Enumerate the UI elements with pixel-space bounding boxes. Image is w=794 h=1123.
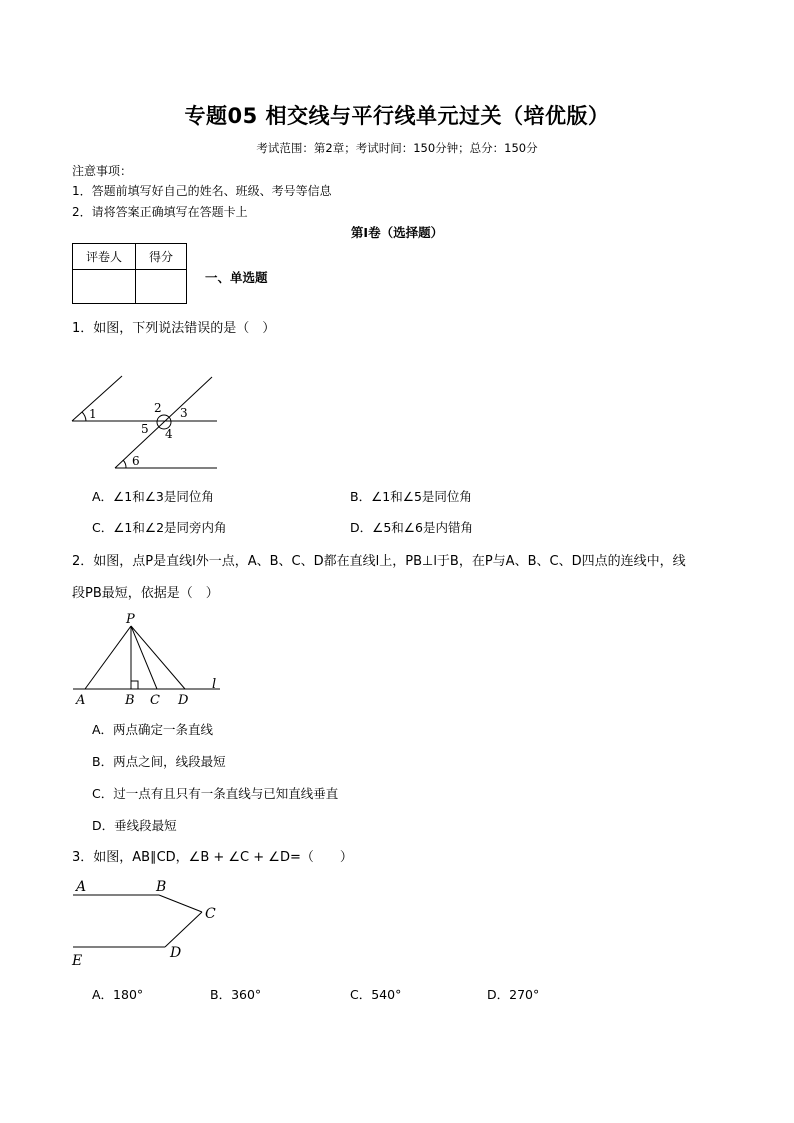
exam-info: 考试范围：第2章；考试时间：150分钟；总分：150分 — [256, 141, 538, 155]
point-label-a: A — [76, 879, 87, 895]
question-2-option-a[interactable]: A．两点确定一条直线 — [92, 722, 214, 737]
question-3-stem: 3．如图，AB∥CD，∠B + ∠C + ∠D=（ ） — [72, 850, 353, 865]
section-title: 第I卷（选择题） — [350, 225, 444, 240]
question-2-option-b[interactable]: B．两点之间，线段最短 — [92, 754, 226, 769]
notes-item-1: 1．答题前填写好自己的姓名、班级、考号等信息 — [72, 184, 332, 198]
question-1-option-b[interactable]: B．∠1和∠5是同位角 — [350, 489, 472, 504]
angle-label-2: 2 — [154, 401, 162, 415]
point-label-b: B — [156, 879, 167, 895]
point-label-e: E — [72, 953, 83, 969]
question-3-option-b[interactable]: B．360° — [210, 987, 262, 1002]
question-1-stem: 1．如图，下列说法错误的是（ ） — [72, 321, 276, 336]
angle-label-5: 5 — [141, 422, 149, 436]
point-label-a: A — [76, 693, 86, 708]
angle-label-3: 3 — [180, 406, 188, 420]
question-1-figure — [60, 370, 230, 475]
segment-pa — [85, 626, 131, 689]
part-title: 一、单选题 — [205, 270, 268, 285]
score-table-header-grader: 评卷人 — [73, 244, 136, 270]
segment-pc — [131, 626, 157, 689]
point-label-d: D — [170, 945, 182, 961]
question-2-figure — [68, 608, 233, 708]
segment-cd — [165, 912, 202, 947]
question-2-stem-line-1: 2．如图，点P是直线l外一点，A、B、C、D都在直线l上，PB⊥l于B，在P与A、B、C、D四点的连线中，线 — [72, 554, 686, 569]
angle-label-6: 6 — [132, 454, 140, 468]
segment-pd — [131, 626, 185, 689]
score-table-cell-grader — [73, 270, 136, 304]
question-3-option-d[interactable]: D．270° — [487, 987, 540, 1002]
question-3-figure — [68, 874, 228, 969]
question-2-option-c[interactable]: C．过一点有且只有一条直线与已知直线垂直 — [92, 786, 339, 801]
notes-heading: 注意事项： — [72, 164, 133, 178]
notes-item-2: 2．请将答案正确填写在答题卡上 — [72, 205, 248, 219]
angle-1-arc — [82, 412, 86, 421]
question-2-stem-line-2: 段PB最短，依据是（ ） — [72, 586, 219, 601]
point-label-c: C — [205, 906, 216, 922]
question-3-option-a[interactable]: A．180° — [92, 987, 144, 1002]
question-3-option-c[interactable]: C．540° — [350, 987, 402, 1002]
score-table-header-score: 得分 — [136, 244, 187, 270]
line-label-l: l — [212, 677, 217, 692]
point-label-b: B — [125, 693, 135, 708]
point-label-d: D — [178, 693, 189, 708]
figure-transversal-right — [115, 377, 212, 468]
figure-transversal-left — [72, 376, 122, 421]
point-label-p: P — [126, 612, 135, 627]
angle-label-4: 4 — [165, 427, 173, 441]
score-table — [72, 243, 187, 304]
question-2-option-d[interactable]: D．垂线段最短 — [92, 818, 177, 833]
point-label-c: C — [150, 693, 160, 708]
angle-label-1: 1 — [89, 407, 97, 421]
score-table-cell-score — [136, 270, 187, 304]
question-1-option-c[interactable]: C．∠1和∠2是同旁内角 — [92, 520, 227, 535]
page-title: 专题05 相交线与平行线单元过关（培优版） — [184, 104, 610, 128]
angle-6-arc — [123, 460, 126, 468]
right-angle-mark — [131, 681, 138, 689]
question-1-option-a[interactable]: A．∠1和∠3是同位角 — [92, 489, 214, 504]
question-1-option-d[interactable]: D．∠5和∠6是内错角 — [350, 520, 473, 535]
segment-bc — [159, 895, 202, 912]
